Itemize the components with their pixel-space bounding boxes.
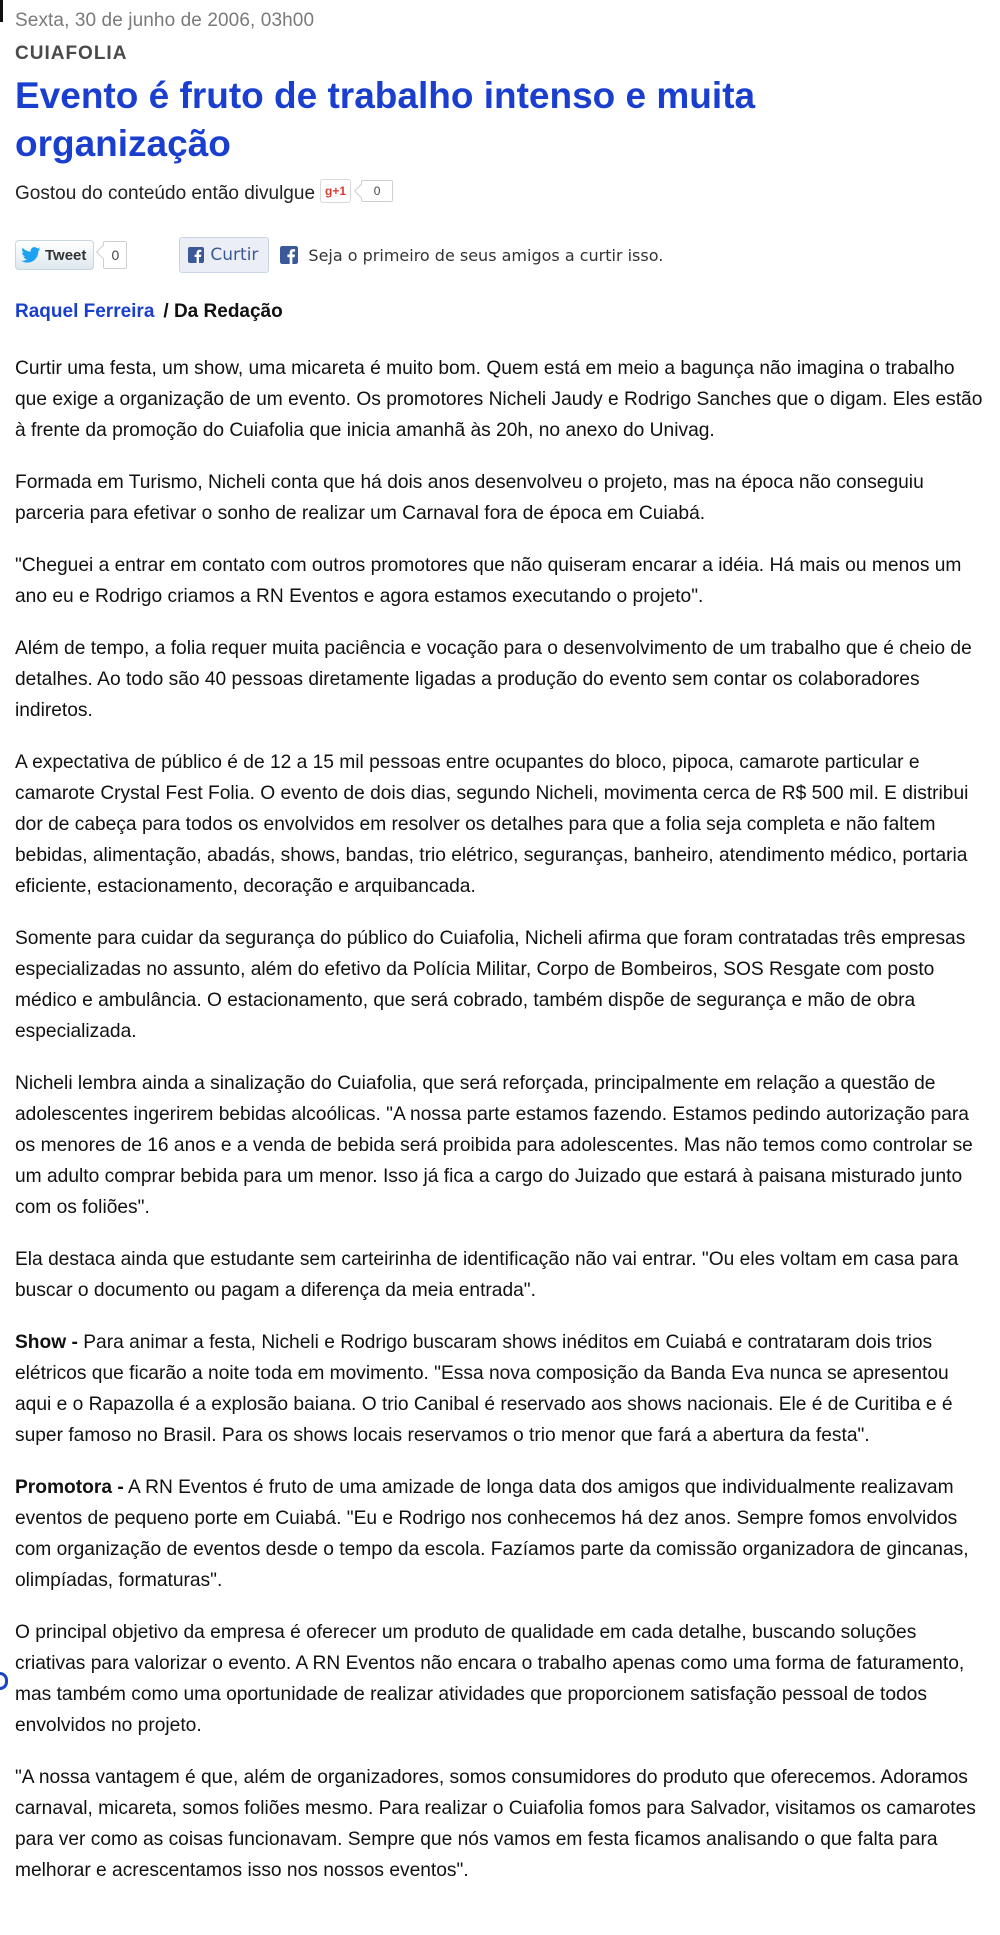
- paragraph: "A nossa vantagem é que, além de organizadores, somos consumidores do produto que oferecemos. Adoramos carnaval, micareta, somos foliões mesmo. Para realizar o Cuiafolia fomos para Salvador, visitamos os camarotes para ver como as coisas funcionavam. Sempre que nós vamos em festa ficamos analisando o que falta para melhorar e acrescentamos isso nos nossos eventos".: [15, 1767, 976, 1881]
- paragraph: Além de tempo, a folia requer muita paciência e vocação para o desenvolvimento de um trabalho que é cheio de detalhes. Ao todo são 40 pessoas diretamente ligadas a produção do evento sem contar os colaboradores indiretos.: [15, 638, 972, 721]
- paragraph: Ela destaca ainda que estudante sem carteirinha de identificação não vai entrar. "Ou eles voltam em casa para buscar o documento ou pagam a diferença da meia entrada".: [15, 1249, 959, 1301]
- paragraph-show: [15, 1327, 985, 1451]
- article-headline: Evento é fruto de trabalho intenso e muita organização: [15, 75, 756, 164]
- byline-desk: / Da Redação: [163, 301, 283, 322]
- facebook-like-button[interactable]: [179, 237, 269, 273]
- byline: [15, 301, 283, 323]
- author-link[interactable]: Raquel Ferreira: [15, 301, 155, 322]
- side-scroll-marker: [0, 1672, 8, 1690]
- tweet-count: 0: [103, 241, 127, 269]
- share-prompt-row: [15, 182, 393, 206]
- paragraph: Somente para cuidar da segurança do público do Cuiafolia, Nicheli afirma que foram contratadas três empresas especializadas no assunto, além do efetivo da Polícia Militar, Corpo de Bombeiros, SOS Resgate com posto médico e ambulância. O estacionamento, que será cobrado, também dispõe de segurança e mão de obra especializada.: [15, 928, 966, 1042]
- paragraph: O principal objetivo da empresa é oferecer um produto de qualidade em cada detalhe, buscando soluções criativas para valorizar o evento. A RN Eventos não encara o trabalho apenas como uma forma de faturamento, mas também como uma oportunidade de realizar atividades que proporcionem satisfação pessoal de todos envolvidos no projeto.: [15, 1622, 965, 1736]
- paragraph: Formada em Turismo, Nicheli conta que há dois anos desenvolveu o projeto, mas na época não conseguiu parceria para efetivar o sonho de realizar um Carnaval fora de época em Cuiabá.: [15, 472, 924, 524]
- social-buttons-row: [15, 237, 663, 273]
- facebook-icon: [188, 247, 204, 263]
- paragraph-lead: Promotora -: [15, 1477, 124, 1498]
- tweet-button[interactable]: [15, 240, 94, 270]
- facebook-social-text: Seja o primeiro de seus amigos a curtir isso.: [308, 245, 664, 265]
- google-plus-count: 0: [361, 180, 393, 202]
- paragraph-text: A RN Eventos é fruto de uma amizade de longa data dos amigos que individualmente realizavam eventos de pequeno porte em Cuiabá. "Eu e Rodrigo nos conhecemos há dez anos. Sempre fomos envolvidos com organização de eventos desde o tempo da escola. Fazíamos parte da comissão organizadora de gincanas, olimpíadas, formaturas".: [15, 1477, 969, 1591]
- paragraph: Curtir uma festa, um show, uma micareta é muito bom. Quem está em meio a bagunça não imagina o trabalho que exige a organização de um evento. Os promotores Nicheli Jaudy e Rodrigo Sanches que o digam. Eles estão à frente da promoção do Cuiafolia que inicia amanhã às 20h, no anexo do Univag.: [15, 358, 983, 441]
- publish-date: Sexta, 30 de junho de 2006, 03h00: [15, 10, 315, 31]
- tweet-label: Tweet: [45, 246, 87, 264]
- twitter-bird-icon: [21, 247, 41, 263]
- google-plus-label: +1: [332, 184, 347, 198]
- paragraph: A expectativa de público é de 12 a 15 mil pessoas entre ocupantes do bloco, pipoca, camarote particular e camarote Crystal Fest Folia. O evento de dois dias, segundo Nicheli, movimenta cerca de R$ 500 mil. E distribui dor de cabeça para todos os envolvidos em resolver os detalhes para que a folia seja completa e não faltem bebidas, alimentação, abadás, shows, bandas, trio elétrico, seguranças, banheiro, atendimento médico, portaria eficiente, estacionamento, decoração e arquibancada.: [15, 752, 969, 897]
- share-prompt-text: Gostou do conteúdo então divulgue: [15, 183, 316, 204]
- paragraph-lead: Show -: [15, 1332, 78, 1353]
- article-body: [15, 353, 985, 1907]
- facebook-small-icon: [280, 246, 298, 264]
- paragraph: Nicheli lembra ainda a sinalização do Cuiafolia, que será reforçada, principalmente em relação a questão de adolescentes ingerirem bebidas alcoólicas. "A nossa parte estamos fazendo. Estamos pedindo autorização para os menores de 16 anos e a venda de bebida será proibida para adolescentes. Mas não temos como controlar se um adulto comprar bebida para um menor. Isso já fica a cargo do Juizado que estará à paisana misturado junto com os foliões".: [15, 1073, 973, 1218]
- google-plus-icon: g: [325, 184, 333, 198]
- facebook-like-label: Curtir: [210, 245, 259, 265]
- paragraph-text: Para animar a festa, Nicheli e Rodrigo buscaram shows inéditos em Cuiabá e contrataram dois trios elétricos que ficarão a noite toda em movimento. "Essa nova composição da Banda Eva nunca se apresentou aqui e o Rapazolla é a explosão baiana. O trio Canibal é reservado aos shows nacionais. Ele é de Curitiba e é super famoso no Brasil. Para os shows locais reservamos o trio menor que fará a abertura da festa".: [15, 1332, 953, 1446]
- google-plus-button[interactable]: [320, 179, 351, 203]
- left-edge-marker: [0, 0, 3, 22]
- paragraph: "Cheguei a entrar em contato com outros promotores que não quiseram encarar a idéia. Há mais ou menos um ano eu e Rodrigo criamos a RN Eventos e agora estamos executando o projeto".: [15, 555, 962, 607]
- paragraph-promotora: [15, 1472, 985, 1596]
- section-label: CUIAFOLIA: [15, 43, 128, 64]
